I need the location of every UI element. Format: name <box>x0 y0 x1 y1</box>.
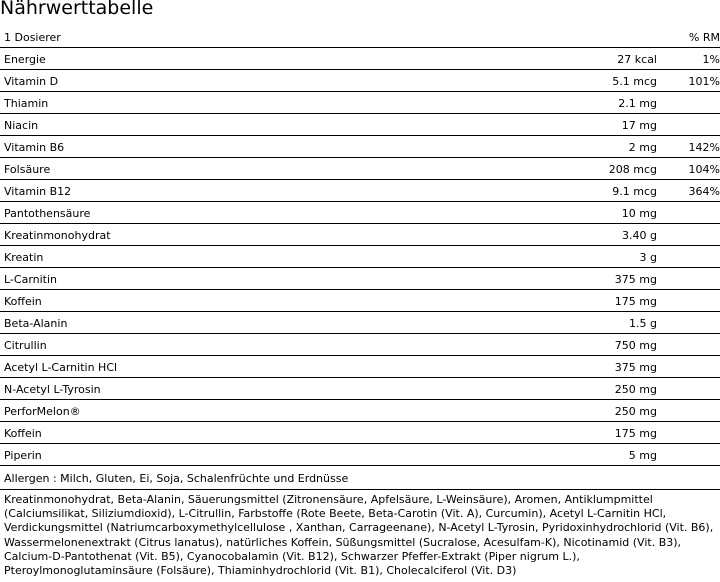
nutrient-name: PerforMelon® <box>4 405 81 418</box>
nutrient-rm: 104% <box>688 163 720 176</box>
table-row <box>0 224 720 246</box>
nutrient-amount: 250 mg <box>614 383 657 396</box>
nutrient-amount: 2.1 mg <box>618 97 657 110</box>
nutrient-name: Citrullin <box>4 339 47 352</box>
nutrient-name: Koffein <box>4 427 42 440</box>
nutrient-amount: 3.40 g <box>622 229 657 242</box>
nutrient-name: N-Acetyl L-Tyrosin <box>4 383 101 396</box>
nutrient-amount: 5.1 mcg <box>612 75 657 88</box>
nutrient-name: Piperin <box>4 449 42 462</box>
nutrient-name: Kreatin <box>4 251 44 264</box>
nutrient-amount: 2 mg <box>628 141 657 154</box>
allergen-text: Allergen : Milch, Gluten, Ei, Soja, Schalenfrüchte und Erdnüsse <box>4 472 349 485</box>
nutrient-name: Thiamin <box>4 97 49 110</box>
nutrient-name: L-Carnitin <box>4 273 58 286</box>
nutrient-name: Kreatinmonohydrat <box>4 229 111 242</box>
table-row <box>0 202 720 224</box>
table-row <box>0 92 720 114</box>
nutrient-amount: 17 mg <box>621 119 657 132</box>
table-row <box>0 312 720 334</box>
allergen-row <box>0 468 720 490</box>
table-row <box>0 158 720 180</box>
nutrient-amount: 27 kcal <box>617 53 657 66</box>
nutrient-amount: 175 mg <box>614 295 657 308</box>
nutrient-name: Beta-Alanin <box>4 317 68 330</box>
table-row <box>0 268 720 290</box>
table-row <box>0 48 720 70</box>
nutrient-name: Energie <box>4 53 46 66</box>
nutrient-name: Folsäure <box>4 163 51 176</box>
nutrient-rm: 364% <box>688 185 720 198</box>
nutrient-rm: 142% <box>688 141 720 154</box>
nutrient-name: Acetyl L-Carnitin HCl <box>4 361 118 374</box>
nutrient-amount: 3 g <box>639 251 657 264</box>
nutrient-amount: 375 mg <box>614 361 657 374</box>
nutrient-name: Koffein <box>4 295 42 308</box>
nutrient-amount: 175 mg <box>614 427 657 440</box>
nutrient-amount: 5 mg <box>628 449 657 462</box>
table-row <box>0 136 720 158</box>
nutrient-amount: 208 mcg <box>608 163 657 176</box>
serving-label: 1 Dosierer <box>4 31 61 44</box>
table-header <box>0 26 720 48</box>
nutrient-name: Vitamin D <box>4 75 59 88</box>
nutrient-name: Niacin <box>4 119 39 132</box>
table-row <box>0 378 720 400</box>
nutrient-rm: 101% <box>688 75 720 88</box>
nutrient-name: Vitamin B6 <box>4 141 65 154</box>
table-row <box>0 114 720 136</box>
table-row <box>0 246 720 268</box>
table-row <box>0 334 720 356</box>
table-row <box>0 444 720 466</box>
nutrient-name: Vitamin B12 <box>4 185 72 198</box>
table-row <box>0 356 720 378</box>
nutrient-rm: 1% <box>702 53 720 66</box>
table-row <box>0 180 720 202</box>
nutrient-amount: 1.5 g <box>629 317 657 330</box>
table-row <box>0 422 720 444</box>
table-row <box>0 290 720 312</box>
nutrient-amount: 10 mg <box>621 207 657 220</box>
table-row <box>0 400 720 422</box>
table-row <box>0 70 720 92</box>
nutrient-amount: 375 mg <box>614 273 657 286</box>
rm-column-header: % RM <box>688 31 720 44</box>
page-title: Nährwerttabelle <box>0 0 154 19</box>
nutrient-amount: 250 mg <box>614 405 657 418</box>
nutrient-amount: 9.1 mcg <box>612 185 657 198</box>
ingredients-text: Kreatinmonohydrat, Beta-Alanin, Säuerungsmittel (Zitronensäure, Apfelsäure, L-Weinsäure), Aromen, Antiklumpmittel (Calciumsilikat, Siliziumdioxid), L-Citrullin, Farbstoffe (Rote Beete, Beta-Carotin (Vit. A), Curcumin), Acetyl L-Carnitin HCl, Verdickungsmittel (Natriumcarboxymethylcellulose , Xanthan, Carrageenane), N-Acetyl L-Tyrosin, Pyridoxinhydrochlorid (Vit. B6), Wassermelonenextrakt (Citrus lanatus), natürliches Koffein, Süßungsmittel (Sucralose, Acesulfam-K), Nicotinamid (Vit. B3), Calcium-D-Pantothenat (Vit. B5), Cyanocobalamin (Vit. B12), Schwarzer Pfeffer-Extrakt (Piper nigrum L.), Pteroylmonoglutaminsäure (Folsäure), Thiaminhydrochlorid (Vit. B1), Cholecalciferol (Vit. D3) <box>4 493 714 578</box>
nutrient-amount: 750 mg <box>614 339 657 352</box>
nutrient-name: Pantothensäure <box>4 207 91 220</box>
